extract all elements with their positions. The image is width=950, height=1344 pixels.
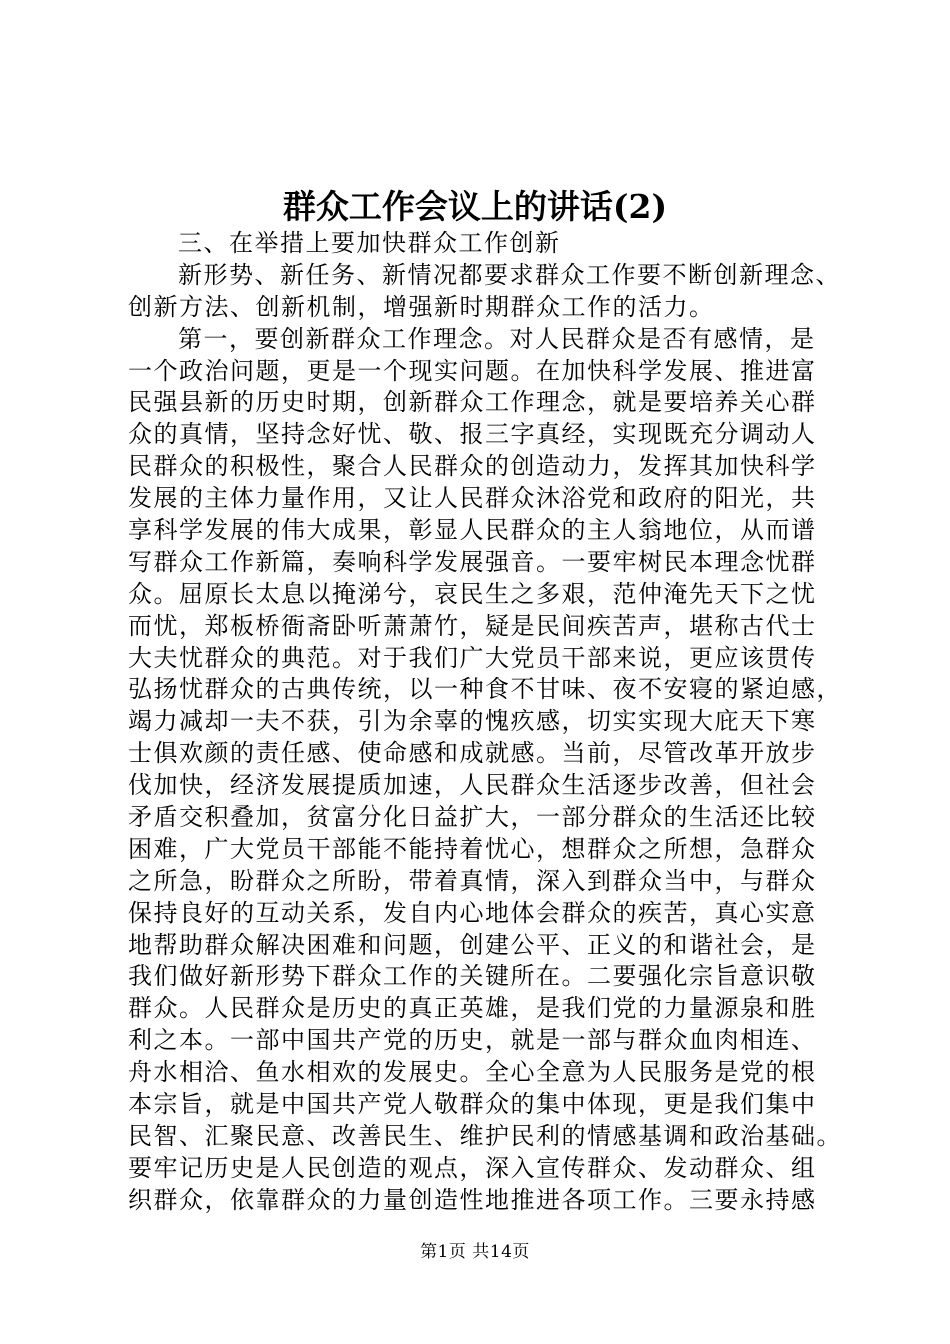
text-line: 写群众工作新篇，奏响科学发展强音。一要牢树民本理念忧群 <box>128 547 817 576</box>
text-line: 创新方法、创新机制，增强新时期群众工作的活力。 <box>128 292 715 321</box>
text-line: 之所急，盼群众之所盼，带着真情，深入到群众当中，与群众 <box>128 866 817 895</box>
text-line: 本宗旨，就是中国共产党人敬群众的集中体现，更是我们集中 <box>128 1090 817 1119</box>
text-line: 三、在举措上要加快群众工作创新 <box>178 229 561 257</box>
text-line: 利之本。一部中国共产党的历史，就是一部与群众血肉相连、 <box>128 1026 817 1055</box>
text-line: 新形势、新任务、新情况都要求群众工作要不断创新理念、 <box>178 260 841 289</box>
text-line: 发展的主体力量作用，又让人民群众沐浴党和政府的阳光，共 <box>128 484 817 513</box>
text-line: 弘扬忧群众的古典传统，以一种食不甘味、夜不安寝的紧迫感， <box>128 675 842 704</box>
text-line: 舟水相洽、鱼水相欢的发展史。全心全意为人民服务是党的根 <box>128 1058 817 1087</box>
text-line: 众。屈原长太息以掩涕兮，哀民生之多艰，范仲淹先天下之忧 <box>128 579 817 608</box>
text-line: 而忧，郑板桥衙斋卧听萧萧竹，疑是民间疾苦声，堪称古代士 <box>128 611 817 640</box>
text-line: 地帮助群众解决困难和问题，创建公平、正义的和谐社会，是 <box>128 930 817 959</box>
document-title: 群众工作会议上的讲话(2) <box>282 187 668 226</box>
text-line: 群众。人民群众是历史的真正英雄，是我们党的力量源泉和胜 <box>128 994 817 1023</box>
text-line: 织群众，依靠群众的力量创造性地推进各项工作。三要永持感 <box>128 1185 817 1214</box>
text-line: 保持良好的互动关系，发自内心地体会群众的疾苦，真心实意 <box>128 898 817 927</box>
text-line: 矛盾交积叠加，贫富分化日益扩大，一部分群众的生活还比较 <box>128 803 817 832</box>
text-line: 伐加快，经济发展提质加速，人民群众生活逐步改善，但社会 <box>128 771 817 800</box>
page-footer: 第1页 共14页 <box>420 1242 530 1262</box>
text-line: 民智、汇聚民意、改善民生、维护民利的情感基调和政治基础。 <box>128 1121 842 1150</box>
text-line: 民群众的积极性，聚合人民群众的创造动力，发挥其加快科学 <box>128 452 817 481</box>
text-line: 享科学发展的伟大成果，彰显人民群众的主人翁地位，从而谱 <box>128 516 817 545</box>
text-line: 困难，广大党员干部能不能持着忧心，想群众之所想，急群众 <box>128 834 817 863</box>
text-line: 竭力减却一夫不获，引为余辜的愧疚感，切实实现大庇天下寒 <box>128 707 817 736</box>
document-body <box>128 228 848 1217</box>
text-line: 我们做好新形势下群众工作的关键所在。二要强化宗旨意识敬 <box>128 962 817 991</box>
text-line: 士俱欢颜的责任感、使命感和成就感。当前，尽管改革开放步 <box>128 739 817 768</box>
text-line: 众的真情，坚持念好忧、敬、报三字真经，实现既充分调动人 <box>128 420 817 449</box>
text-line: 大夫忧群众的典范。对于我们广大党员干部来说，更应该贯传 <box>128 643 817 672</box>
text-line: 要牢记历史是人民创造的观点，深入宣传群众、发动群众、组 <box>128 1153 817 1182</box>
text-line: 第一，要创新群众工作理念。对人民群众是否有感情，是 <box>178 324 816 353</box>
text-line: 一个政治问题，更是一个现实问题。在加快科学发展、推进富 <box>128 356 817 385</box>
text-line: 民强县新的历史时期，创新群众工作理念，就是要培养关心群 <box>128 388 817 417</box>
